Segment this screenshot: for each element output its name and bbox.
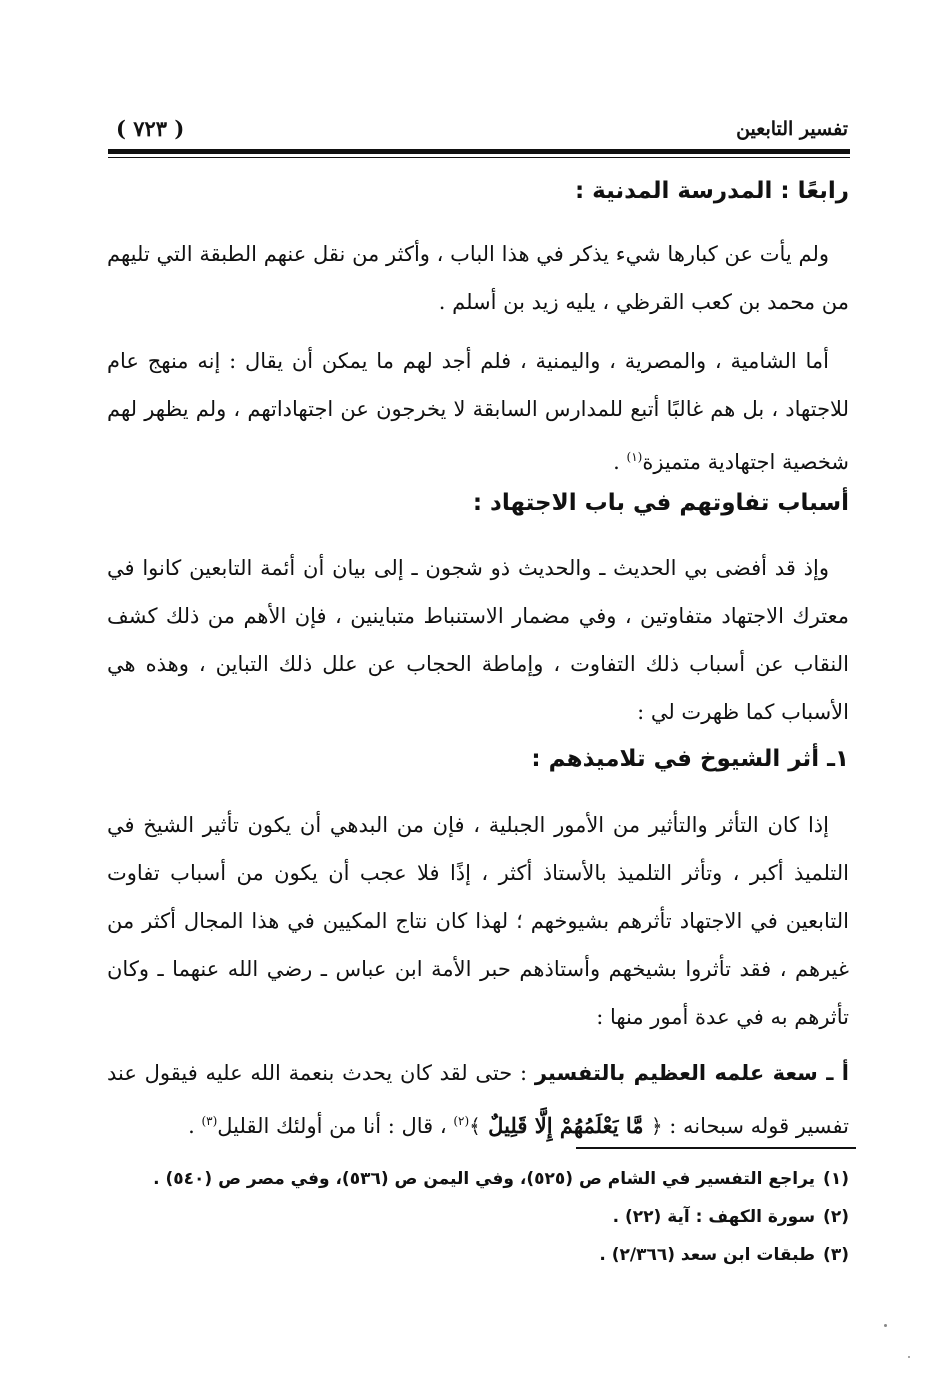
- paragraph-block-5: [107, 1049, 849, 1150]
- paragraph-block-4: [107, 801, 849, 1041]
- page-header: [108, 116, 848, 146]
- footnote-text: طبقات ابن سعد (٢/٣٦٦) .: [599, 1245, 816, 1265]
- heading-reasons: أسباب تفاوتهم في باب الاجتهاد :: [472, 490, 849, 516]
- paragraph: ولم يأت عن كبارها شيء يذكر في هذا الباب ، وأكثر من نقل عنهم الطبقة التي تليهم من محمد بن كعب القرظي ، يليه زيد بن أسلم .: [107, 242, 849, 314]
- heading-influence-of-teachers: ١ـ أثر الشيوخ في تلاميذهم :: [531, 746, 849, 772]
- heading-madani-school: رابعًا : المدرسة المدنية :: [574, 178, 849, 204]
- running-title: تفسير التابعين: [736, 118, 848, 140]
- footnote: [107, 1198, 849, 1236]
- scan-speck: [908, 1356, 910, 1358]
- footnote-number: (١): [823, 1169, 849, 1189]
- paragraph-block-1: [107, 230, 849, 326]
- footnote: [107, 1236, 849, 1274]
- paragraph: أما الشامية ، والمصرية ، واليمنية ، فلم أجد لهم ما يمكن أن يقال : إنه منهج عام للاجتهاد ، بل هم غالبًا أتبع للمدارس السابقة لا يخرجون عن اجتهاداتهم ، ولم يظهر لهم شخصية اجتهادية متميزة$^{(١)}$ .: [107, 349, 849, 474]
- footnote-ref: (٣): [201, 1114, 218, 1128]
- footnote-ref: (٢): [453, 1114, 470, 1128]
- paragraph-block-3: [107, 544, 849, 736]
- page-number: ( ٧٢٣ ): [116, 116, 185, 141]
- paragraph: وإذ قد أفضى بي الحديث ـ والحديث ذو شجون ـ إلى بيان أن أئمة التابعين كانوا في معترك الاجتهاد متفاوتين ، وفي مضمار الاستنباط متباينين ، فإن الأهم من ذلك كشف النقاب عن أسباب ذلك التفاوت ، وإماطة الحجاب عن علل ذلك التباين ، وهذه هي الأسباب كما ظهرت لي :: [107, 556, 849, 724]
- header-rule-thin: [108, 157, 850, 158]
- footnote-text: يراجع التفسير في الشام ص (٥٢٥)، وفي اليمن ص (٥٣٦)، وفي مصر ص (٥٤٠) .: [153, 1169, 816, 1189]
- header-rule-thick: [108, 149, 850, 154]
- footnote-number: (٢): [823, 1207, 849, 1227]
- ornate-bracket-close: ﴾: [469, 1114, 481, 1138]
- quran-verse: مَّا يَعْلَمُهُمْ إِلَّا قَلِيلٌ: [480, 1113, 651, 1138]
- scan-speck: [884, 1324, 887, 1327]
- paragraph: أ ـ سعة علمه العظيم بالتفسير : حتى لقد كان يحدث بنعمة الله عليه فيقول عند تفسير قوله سبحانه : ﴿ مَّا يَعْلَمُهُمْ إِلَّا قَلِيلٌ ﴾$^{(٢)}$ ، قال : أنا من أولئك القليل$^{(٣)}$ .: [107, 1061, 850, 1138]
- footnote-separator: [576, 1147, 856, 1149]
- paragraph-block-2: [107, 337, 849, 486]
- footnote-text: سورة الكهف : آية (٢٢) .: [612, 1207, 816, 1227]
- paragraph: إذا كان التأثر والتأثير من الأمور الجبلية ، فإن من البدهي أن يكون تأثير الشيخ في التلميذ أكبر ، وتأثر التلميذ بالأستاذ أكثر ، إذًا فلا عجب أن يكون من أسباب تفاوت التابعين في الاجتهاد تأثرهم بشيوخهم ؛ لهذا كان نتاج المكيين في هذا المجال أكثر من غيرهم ، فقد تأثروا بشيخهم وأستاذهم حبر الأمة ابن عباس ـ رضي الله عنهما ـ وكان تأثرهم به في عدة أمور منها :: [107, 813, 849, 1029]
- footnote: [107, 1160, 849, 1198]
- footnotes: [107, 1160, 849, 1274]
- ornate-bracket-open: ﴿: [650, 1114, 663, 1138]
- footnote-ref: (١): [626, 450, 643, 464]
- footnote-number: (٣): [823, 1245, 849, 1265]
- item-term: أ ـ سعة علمه العظيم بالتفسير: [534, 1061, 850, 1085]
